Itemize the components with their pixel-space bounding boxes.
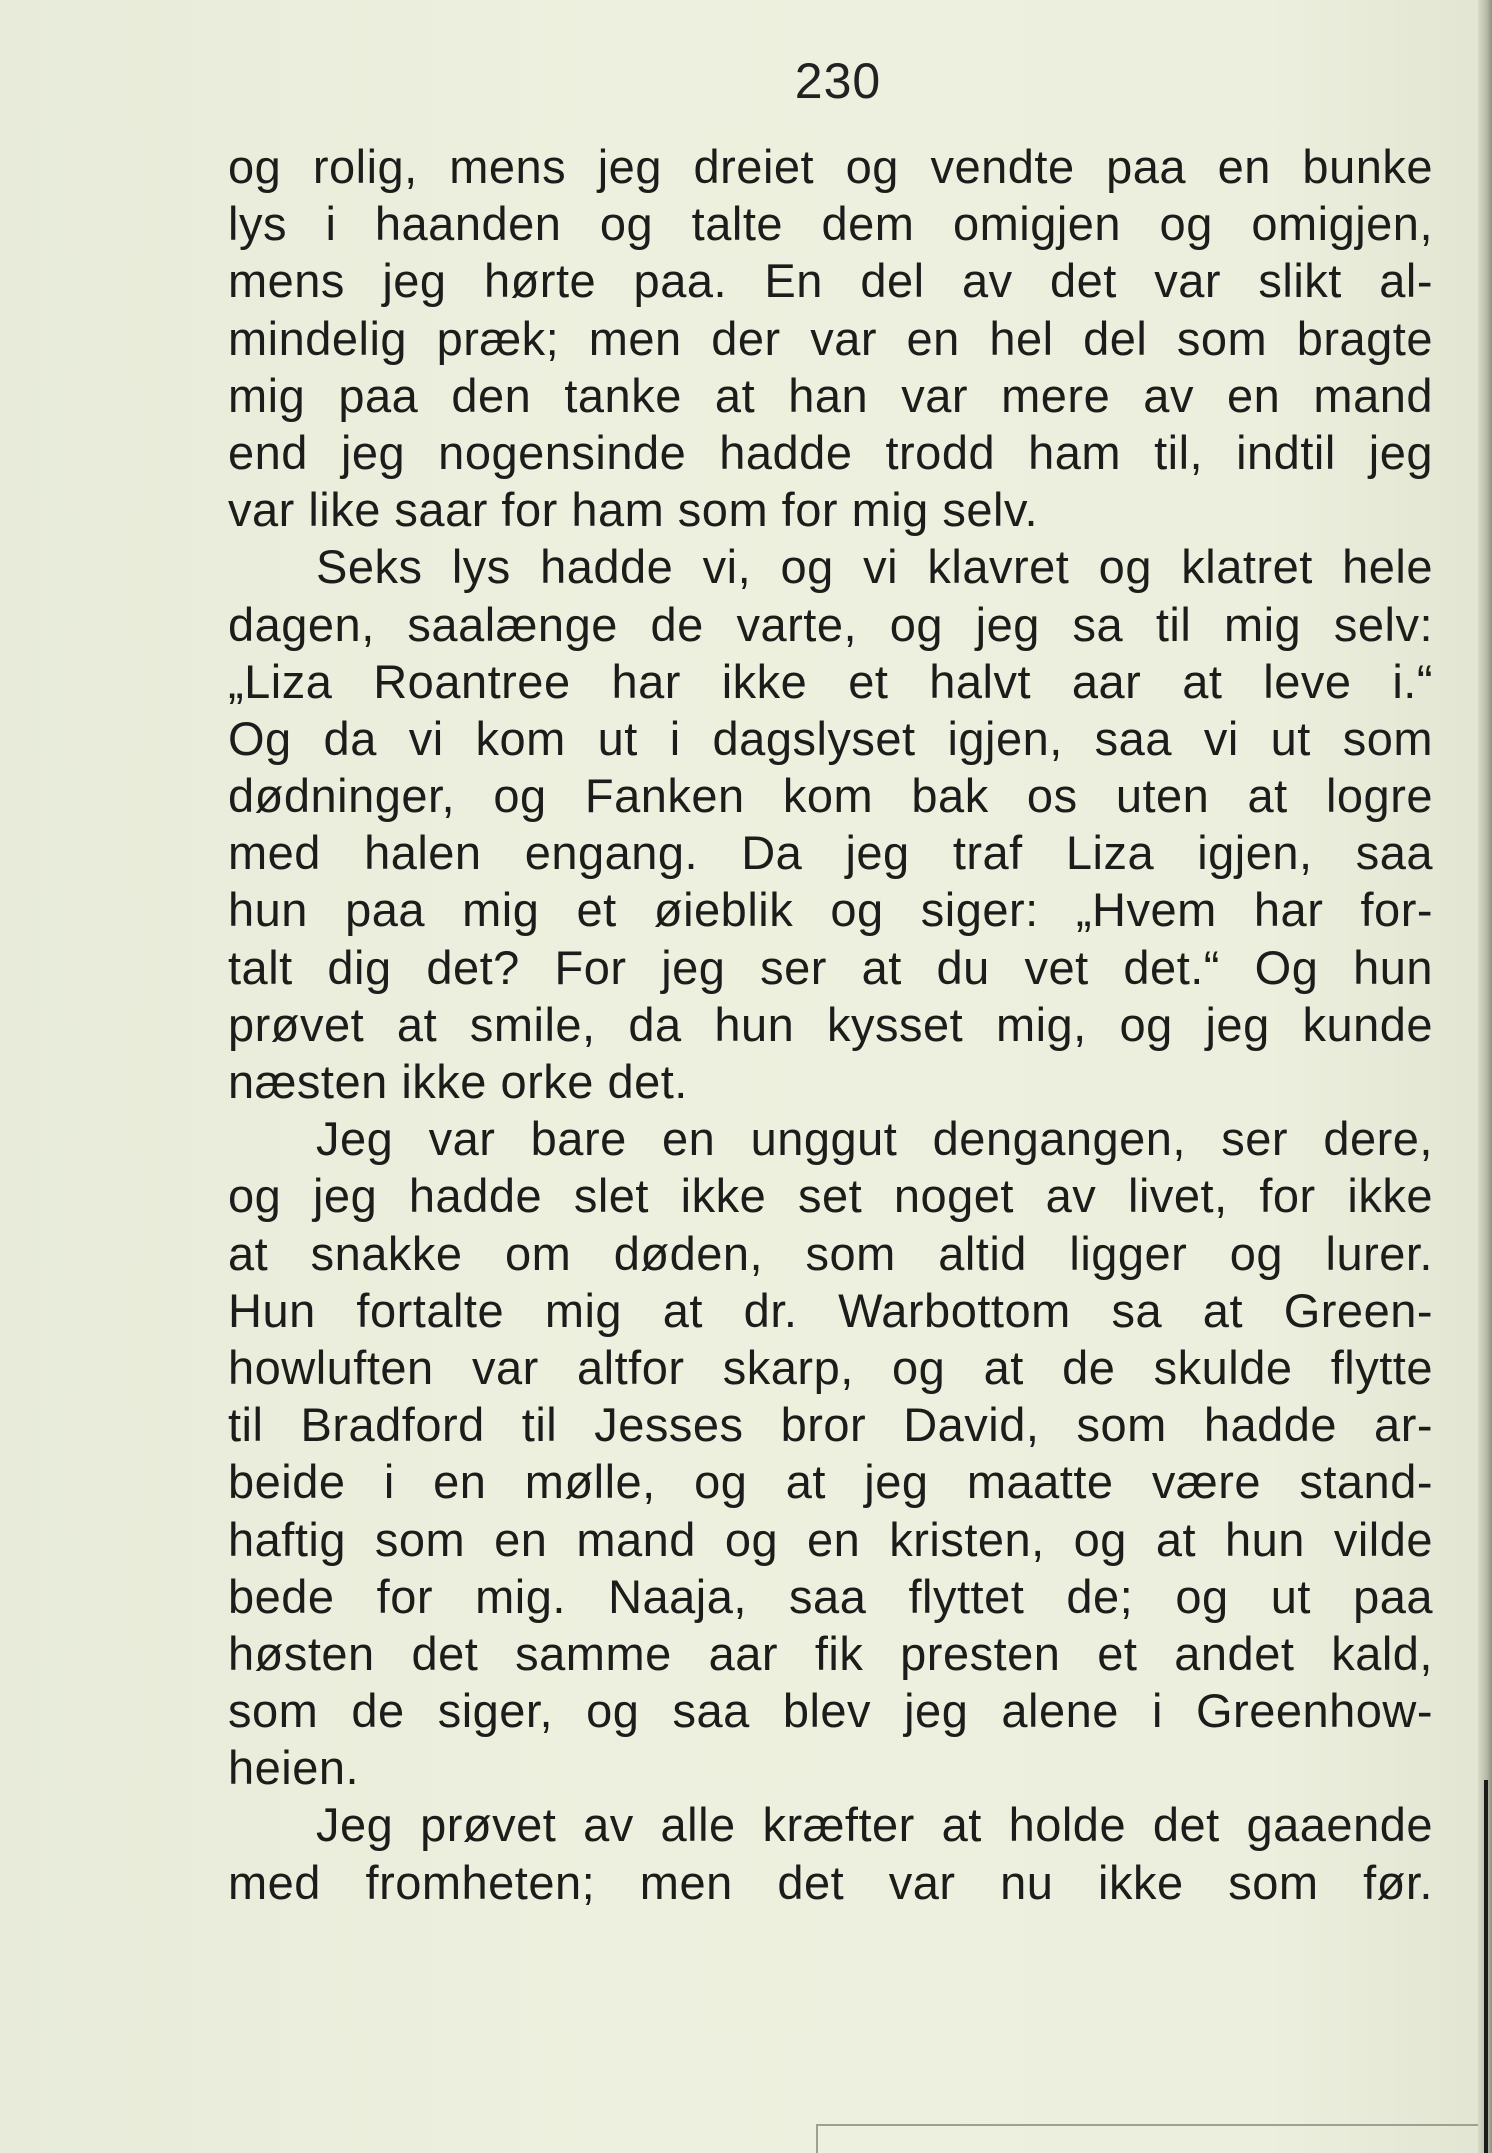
- text-line: dagen, saalænge de varte, og jeg sa til mig selv:: [228, 597, 1433, 651]
- text-line: mindelig præk; men der var en hel del som bragte: [228, 311, 1433, 365]
- bottom-rule: [818, 2124, 1478, 2126]
- text-line: bede for mig. Naaja, saa flyttet de; og ut paa: [228, 1569, 1433, 1623]
- page-edge-dark-strip: [1484, 1780, 1488, 2153]
- text-line: at snakke om døden, som altid ligger og lurer.: [228, 1226, 1433, 1280]
- text-line: talt dig det? For jeg ser at du vet det.“ Og hun: [228, 940, 1433, 994]
- text-line: og rolig, mens jeg dreiet og vendte paa en bunke: [228, 140, 1433, 193]
- text-line: prøvet at smile, da hun kysset mig, og jeg kunde: [228, 997, 1433, 1051]
- text-line: mig paa den tanke at han var mere av en mand: [228, 368, 1433, 422]
- text-line: hun paa mig et øieblik og siger: „Hvem har for-: [228, 883, 1433, 937]
- text-line: næsten ikke orke det.: [228, 1055, 688, 1108]
- text-line: heien.: [228, 1741, 360, 1795]
- text-line: til Bradford til Jesses bror David, som hadde ar-: [228, 1398, 1433, 1452]
- text-line: Jeg prøvet av alle kræfter at holde det gaaende: [316, 1798, 1433, 1852]
- text-line: beide i en mølle, og at jeg maatte være stand-: [228, 1455, 1433, 1509]
- text-line: som de siger, og saa blev jeg alene i Greenhow-: [228, 1684, 1433, 1738]
- text-line: med halen engang. Da jeg traf Liza igjen, saa: [228, 826, 1433, 880]
- text-line: mens jeg hørte paa. En del av det var slikt al-: [228, 254, 1433, 308]
- body-text: [228, 138, 1433, 1911]
- text-line: og jeg hadde slet ikke set noget av livet, for ikke: [228, 1169, 1433, 1223]
- text-line: Seks lys hadde vi, og vi klavret og klatret hele: [316, 540, 1433, 594]
- text-line: howluften var altfor skarp, og at de skulde flytte: [228, 1340, 1433, 1394]
- text-line: Og da vi kom ut i dagslyset igjen, saa vi ut som: [228, 711, 1433, 765]
- text-line: var like saar for ham som for mig selv.: [228, 483, 1039, 537]
- bottom-rule-tick: [816, 2124, 818, 2153]
- text-line: dødninger, og Fanken kom bak os uten at logre: [228, 769, 1433, 823]
- text-line: end jeg nogensinde hadde trodd ham til, indtil jeg: [228, 425, 1433, 479]
- text-line: „Liza Roantree har ikke et halvt aar at leve i.“: [228, 654, 1433, 708]
- text-line: Jeg var bare en unggut dengangen, ser dere,: [316, 1112, 1433, 1166]
- text-line: Hun fortalte mig at dr. Warbottom sa at Green-: [228, 1283, 1433, 1337]
- page-number: 230: [794, 53, 882, 109]
- text-line: høsten det samme aar fik presten et andet kald,: [228, 1626, 1433, 1680]
- text-line: lys i haanden og talte dem omigjen og omigjen,: [228, 197, 1433, 251]
- text-line: med fromheten; men det var nu ikke som før.: [228, 1855, 1433, 1909]
- text-line: haftig som en mand og en kristen, og at hun vilde: [228, 1512, 1433, 1566]
